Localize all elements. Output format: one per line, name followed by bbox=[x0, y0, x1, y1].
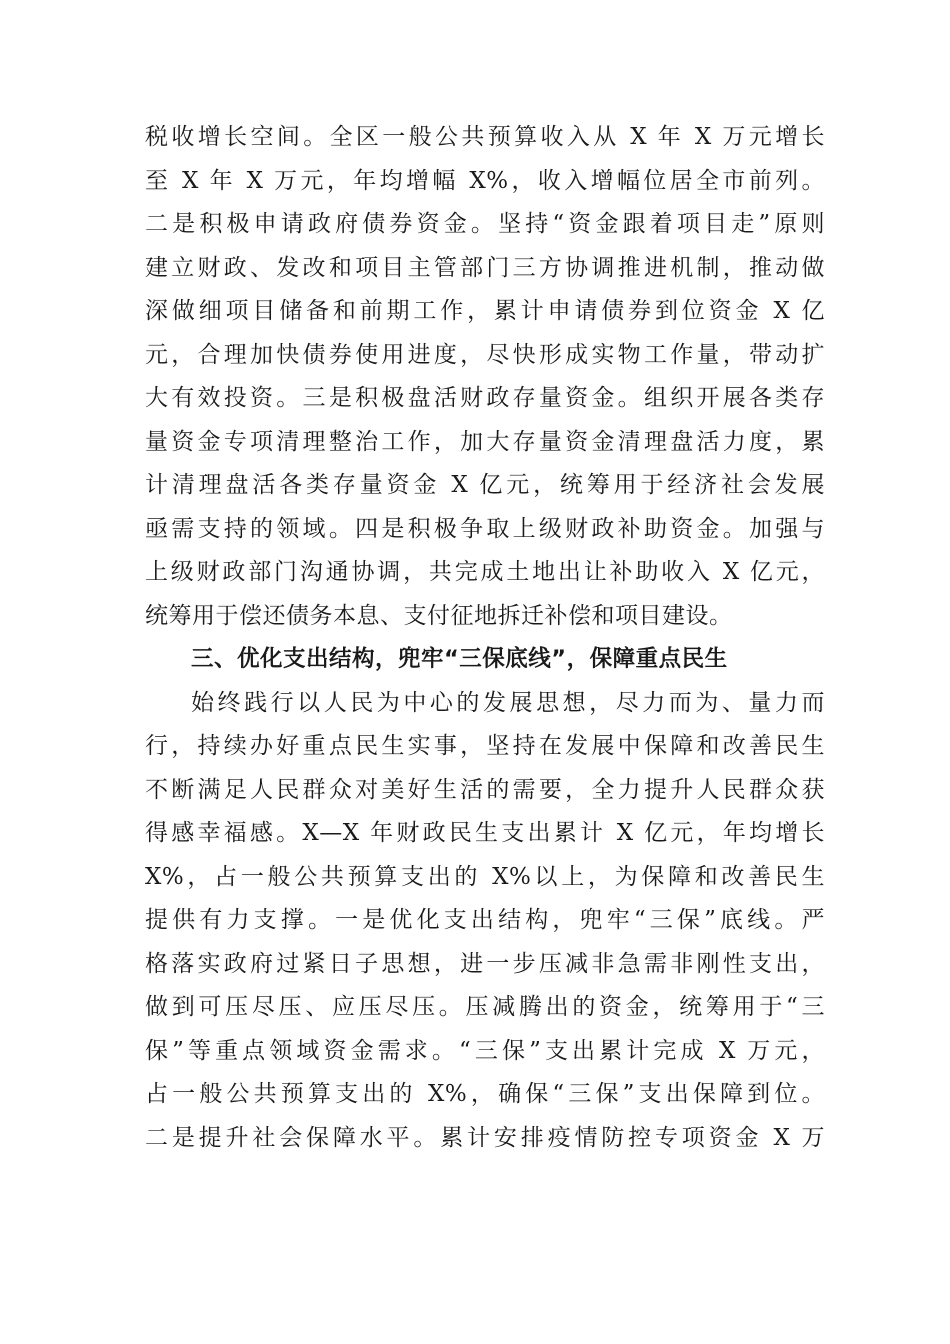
paragraph-line: 上级财政部门沟通协调，共完成土地出让补助收入 X 亿元， bbox=[145, 559, 825, 585]
document-body bbox=[145, 116, 825, 1160]
paragraph-line: 元，合理加快债券使用进度，尽快形成实物工作量，带动扩 bbox=[145, 341, 825, 368]
paragraph-line: 计清理盘活各类存量资金 X 亿元，统筹用于经济社会发展 bbox=[145, 472, 825, 498]
paragraph-line: 不断满足人民群众对美好生活的需要，全力提升人民群众获 bbox=[145, 776, 825, 803]
paragraph-line: 格落实政府过紧日子思想，进一步压减非急需非刚性支出， bbox=[145, 950, 825, 977]
paragraph-line: X%，占一般公共预算支出的 X%以上，为保障和改善民生 bbox=[145, 863, 825, 890]
paragraph-line: 得感幸福感。X—X 年财政民生支出累计 X 亿元，年均增长 bbox=[145, 820, 825, 846]
paragraph-line: 占一般公共预算支出的 X%，确保“三保”支出保障到位。 bbox=[145, 1081, 825, 1107]
paragraph-line: 提供有力支撑。一是优化支出结构，兜牢“三保”底线。严 bbox=[145, 907, 825, 933]
paragraph-line: 始终践行以人民为中心的发展思想，尽力而为、量力而 bbox=[191, 689, 825, 716]
paragraph-line: 二是提升社会保障水平。累计安排疫情防控专项资金 X 万 bbox=[145, 1124, 825, 1151]
paragraph-line: 统筹用于偿还债务本息、支付征地拆迁补偿和项目建设。 bbox=[145, 602, 733, 629]
paragraph-line: 至 X 年 X 万元，年均增幅 X%，收入增幅位居全市前列。 bbox=[145, 167, 825, 194]
paragraph-line: 量资金专项清理整治工作，加大存量资金清理盘活力度，累 bbox=[145, 428, 825, 455]
paragraph-line: 行，持续办好重点民生实事，坚持在发展中保障和改善民生 bbox=[145, 733, 825, 759]
paragraph-line: 二是积极申请政府债券资金。坚持“资金跟着项目走”原则 bbox=[145, 211, 825, 237]
paragraph-line: 亟需支持的领域。四是积极争取上级财政补助资金。加强与 bbox=[145, 515, 825, 542]
paragraph-line: 保”等重点领域资金需求。“三保”支出累计完成 X 万元， bbox=[145, 1037, 825, 1064]
paragraph-line: 做到可压尽压、应压尽压。压减腾出的资金，统筹用于“三 bbox=[145, 994, 825, 1020]
section-heading: 三、优化支出结构，兜牢“三保底线”，保障重点民生 bbox=[191, 646, 728, 672]
paragraph-line: 大有效投资。三是积极盘活财政存量资金。组织开展各类存 bbox=[145, 385, 825, 411]
paragraph-line: 建立财政、发改和项目主管部门三方协调推进机制，推动做 bbox=[145, 254, 825, 281]
paragraph-line: 深做细项目储备和前期工作，累计申请债券到位资金 X 亿 bbox=[145, 298, 825, 324]
paragraph-line: 税收增长空间。全区一般公共预算收入从 X 年 X 万元增长 bbox=[145, 124, 825, 150]
